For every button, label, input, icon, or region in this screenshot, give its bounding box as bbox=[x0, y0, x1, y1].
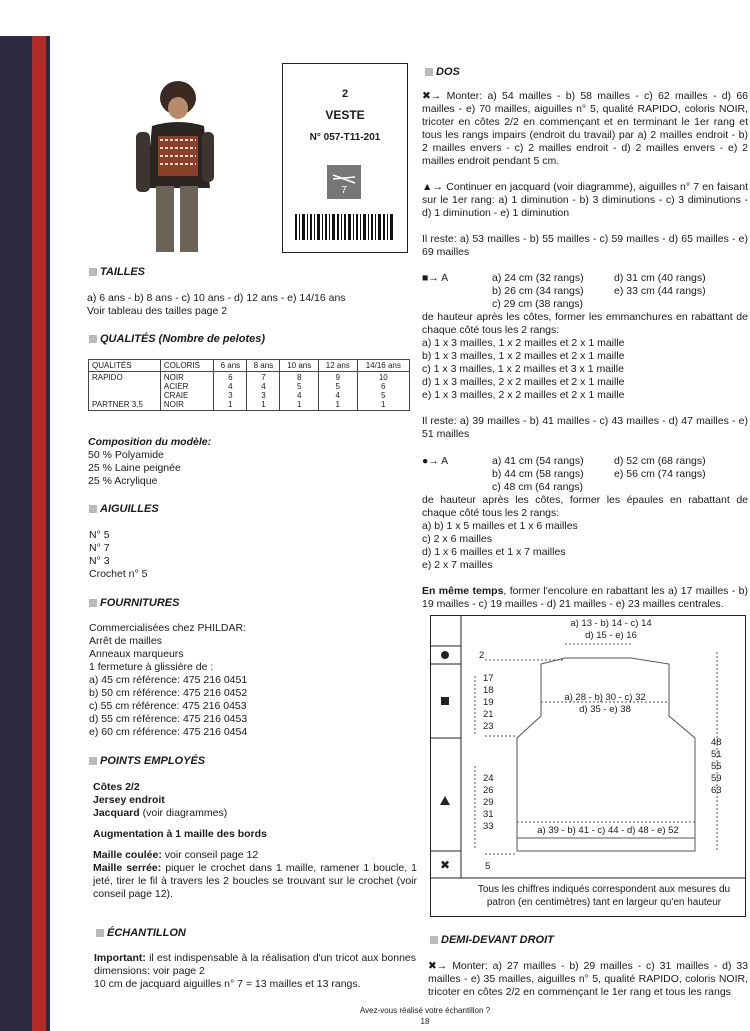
tailles-text: a) 6 ans - b) 8 ans - c) 10 ans - d) 12 ans - e) 14/16 ans Voir tableau des tailles page 2 bbox=[87, 292, 346, 317]
triangle-marker-icon bbox=[440, 796, 450, 805]
triangle-arrow-icon: ▲→ bbox=[422, 181, 447, 193]
section-qualites: QUALITÉS (Nombre de pelotes) bbox=[89, 333, 265, 345]
echantillon-text: Important: il est indispensable à la réalisation d'un tricot aux bonnes dimensions: voir page 2 10 cm de jacquard aiguilles n° 7 = 13 mailles et 13 rangs. bbox=[94, 952, 416, 990]
composition: Composition du modèle: 50 % Polyamide 25 % Laine peignée 25 % Acrylique bbox=[88, 436, 212, 487]
dos-shoulders: ●→ A a) 41 cm (54 rangs) b) 44 cm (58 rangs) c) 48 cm (64 rangs) d) 52 cm (68 rangs) e) 56 cm (74 rangs) de hauteur après les côtes, former les épaules en rabattant de chaque côté tous les 2 rangs: a) b) 1 x 5 mailles et 1 x 6 mailles c) 2 x 6 mailles d) 1 x 6 mailles et 1 x 7 mailles e) 2 x 7 mailles En même temps, former l'encolure en rabattant les a) 17 mailles - b) 19 mailles - c) 19 mailles - d) 21 mailles - e) 23 mailles centrales. bbox=[422, 455, 748, 610]
page-number: 18 bbox=[420, 1017, 430, 1026]
points-text: Côtes 2/2 Jersey endroit Jacquard (voir diagrammes) Augmentation à 1 maille des bords Maille coulée: voir conseil page 12 Maille serrée: piquer le crochet dans 1 maille, ramener 1 boucle, 1 jeté, tirer le fil à travers les 2 boucles se trouvant sur le crochet (voir conseil page 12). bbox=[93, 781, 417, 900]
fournitures-list: Commercialisées chez PHILDAR: Arrêt de mailles Anneaux marqueurs 1 fermeture à glissière de : a) 45 cm référence: 475 216 0451 b) 50 cm référence: 475 216 0452 c) 55 cm référence: 475 216 0453 d) 55 cm référence: 475 216 0453 e) 60 cm référence: 475 216 0454 bbox=[89, 622, 248, 738]
demi-text: ✖→ Monter: a) 27 mailles - b) 29 mailles - c) 31 mailles - d) 33 mailles - e) 35 mailles, aiguilles n° 5, qualité RAPIDO, coloris NOIR, tricoter en côtes 2/2 en commençant le 1er rang et tous les rangs bbox=[428, 960, 749, 998]
pattern-card bbox=[282, 63, 408, 253]
card-title: VESTE bbox=[325, 108, 365, 122]
dos-text: ✖→ Monter: a) 54 mailles - b) 58 mailles - c) 62 mailles - d) 66 mailles - e) 70 mailles, aiguilles n° 5, qualité RAPIDO, coloris NOIR, tricoter en côtes 2/2 en commençant et en terminant le 1er rang et tous les rangs impairs (endroit du travail) par a) 2 mailles endroit - b) 2 mailles envers - c) 2 mailles endroit - d) 2 mailles envers - e) 2 mailles endroit pendant 5 cm. ▲→ Continuer en jacquard (voir diagramme), aiguilles n° 7 en faisant sur le 1er rang: a) 1 diminution - b) 3 diminutions - c) 3 diminutions - d) 1 diminution - e) 1 diminution Il reste: a) 53 mailles - b) 55 mailles - c) 59 mailles - d) 65 mailles - e) 69 mailles bbox=[422, 90, 749, 258]
section-tailles: TAILLES bbox=[89, 266, 145, 278]
section-aiguilles: AIGUILLES bbox=[89, 503, 159, 515]
dos-armhole: ■→ A a) 24 cm (32 rangs) b) 26 cm (34 rangs) c) 29 cm (38 rangs) d) 31 cm (40 rangs) e) 33 cm (44 rangs) de hauteur après les côtes, former les emmanchures en rabattant de chaque côté tous les 2 rangs: a) 1 x 3 mailles, 1 x 2 mailles et 2 x 1 maille b) 1 x 3 mailles, 1 x 2 mailles et 2 x 1 maille c) 1 x 3 mailles, 1 x 2 mailles et 3 x 1 maille d) 1 x 3 mailles, 2 x 2 mailles et 2 x 1 maille e) 1 x 3 mailles, 2 x 2 mailles et 2 x 1 maille Il reste: a) 39 mailles - b) 41 mailles - c) 43 mailles - d) 47 mailles - e) 51 mailles bbox=[422, 272, 748, 440]
diagram-left-b: 24 26 29 31 33 bbox=[483, 773, 494, 832]
cross-marker-icon: ✖ bbox=[440, 858, 451, 872]
diagram-top-label: a) 13 - b) 14 - c) 14 d) 15 - e) 16 bbox=[570, 618, 652, 641]
section-echantillon: ÉCHANTILLON bbox=[96, 927, 186, 939]
barcode bbox=[295, 214, 395, 240]
pattern-diagram: ✖ a) 13 - b) 14 - c) 14 d) 15 - e) 16 2 a) 28 - b) 30 - c) 32 d) 35 - e) 38 17 18 19 21 23 24 26 29 31 33 48 51 55 59 63 a) 39 - b) 41 - c) 44 - d) 48 - e) 52 5 Tous les chiffres indiqués correspondent aux mesures du patron (en centimètres) tant en largeur qu'en hauteur bbox=[430, 615, 746, 917]
section-dos: DOS bbox=[425, 66, 460, 78]
book-spine bbox=[32, 30, 46, 1031]
table-header-row: QUALITÉS COLORIS 6 ans 8 ans 10 ans 12 ans 14/16 ans bbox=[89, 360, 410, 372]
section-demi-devant: DEMI-DEVANT DROIT bbox=[430, 934, 554, 946]
square-arrow-icon: ■→ A bbox=[422, 272, 449, 284]
child-photo bbox=[130, 78, 222, 256]
aiguilles-list: N° 5 N° 7 N° 3 Crochet n° 5 bbox=[89, 529, 148, 580]
diagram-mid-label: a) 28 - b) 30 - c) 32 d) 35 - e) 38 bbox=[564, 692, 646, 715]
cross-arrow-icon: ✖→ bbox=[428, 960, 453, 972]
circle-arrow-icon: ●→ A bbox=[422, 455, 449, 467]
table-row: RAPIDO PARTNER 3,5 NOIR ACIER CRAIE NOIR 6 4 3 1 7 4 3 1 8 5 4 1 9 5 4 1 10 6 5 1 bbox=[89, 372, 410, 411]
card-ref: N° 057-T11-201 bbox=[309, 132, 381, 143]
diagram-bottom-label: a) 39 - b) 41 - c) 44 - d) 48 - e) 52 bbox=[537, 825, 679, 836]
qualites-table bbox=[88, 359, 410, 411]
card-number: 2 bbox=[341, 88, 349, 100]
needle-icon: 7 bbox=[327, 165, 361, 199]
diagram-right: 48 51 55 59 63 bbox=[711, 737, 722, 796]
circle-marker-icon bbox=[441, 651, 449, 659]
section-points: POINTS EMPLOYÉS bbox=[89, 755, 205, 767]
diagram-left-a: 17 18 19 21 23 bbox=[483, 673, 494, 732]
square-marker-icon bbox=[441, 697, 449, 705]
section-fournitures: FOURNITURES bbox=[89, 597, 179, 609]
cross-arrow-icon: ✖→ bbox=[422, 90, 447, 102]
diagram-caption: Tous les chiffres indiqués correspondent aux mesures du patron (en centimètres) tant en largeur qu'en hauteur bbox=[477, 884, 731, 908]
footer: Avez-vous réalisé votre échantillon ? 18 bbox=[340, 1005, 510, 1027]
